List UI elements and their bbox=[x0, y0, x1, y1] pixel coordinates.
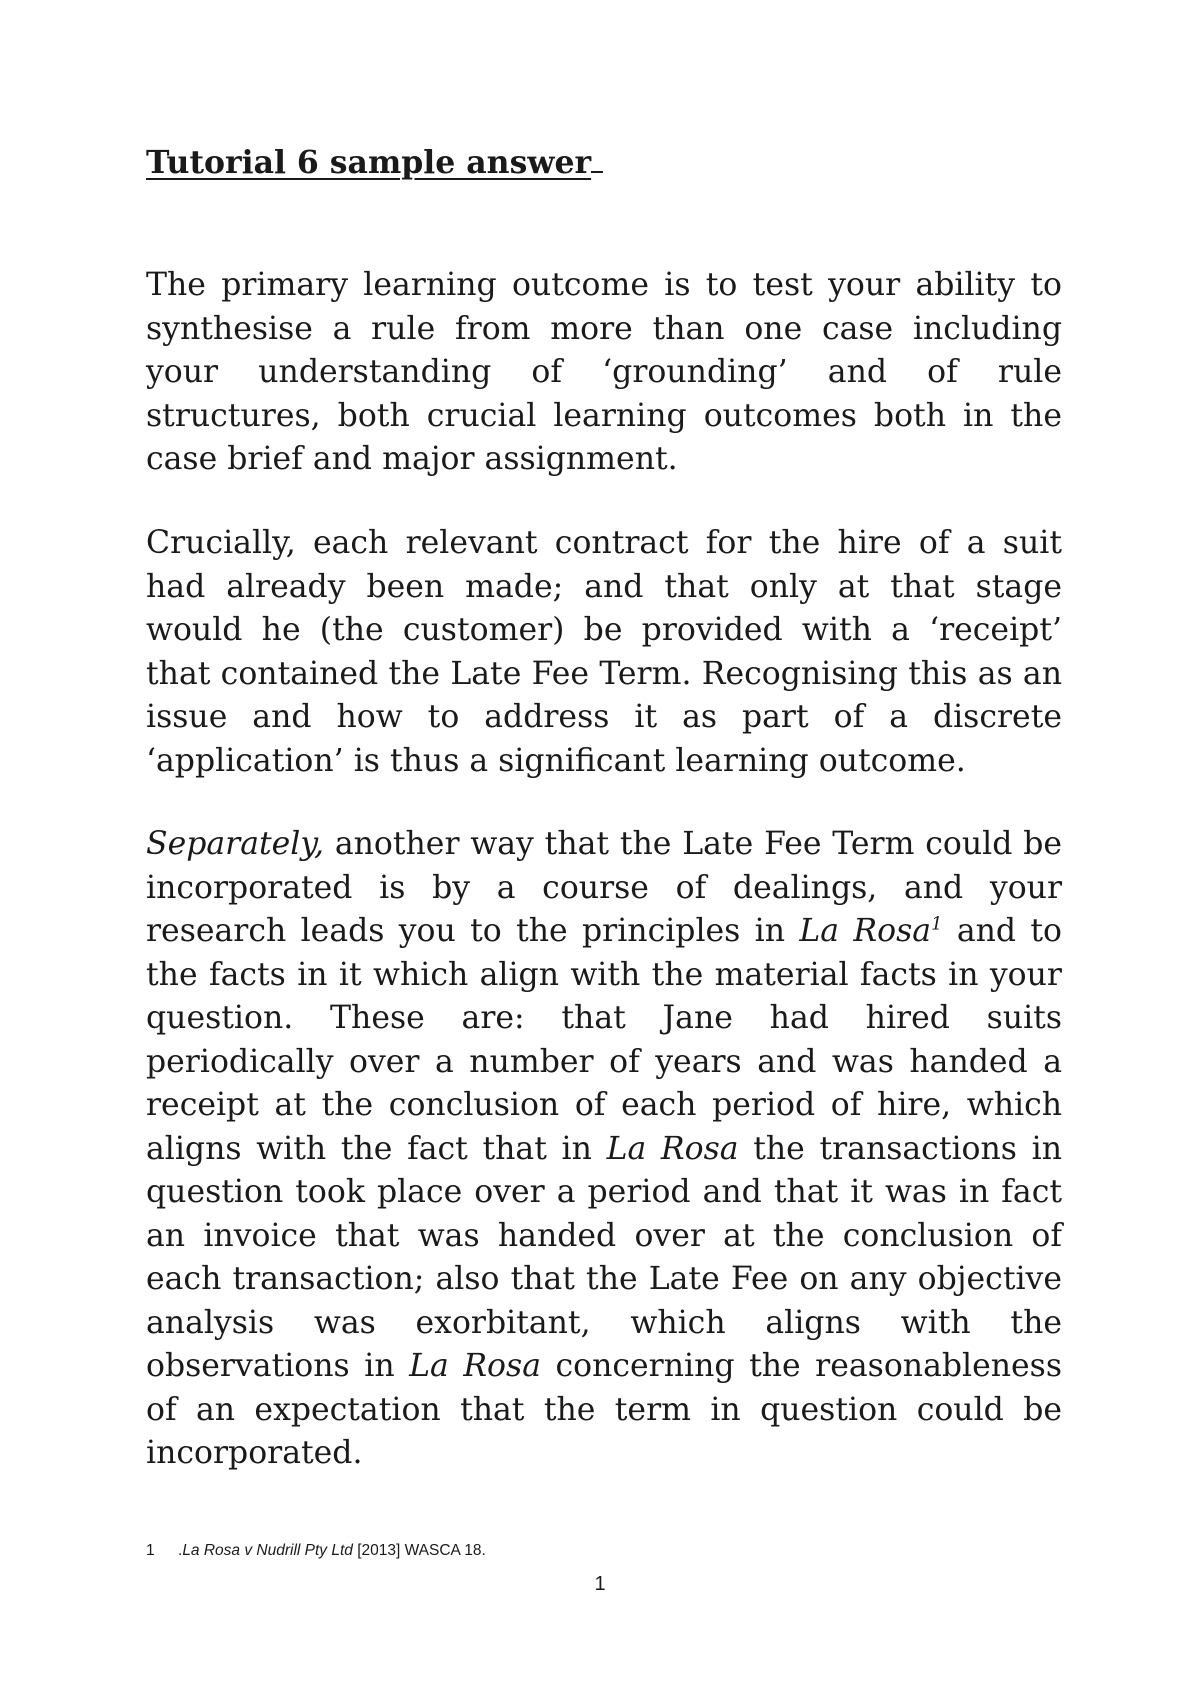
footnote-number: 1 bbox=[146, 1542, 155, 1559]
footnote-reference[interactable]: 1 bbox=[931, 913, 943, 935]
paragraph-contract-timing: Crucially, each relevant contract for the hire of a suit had already been made; and that only at that stage would he (the customer) be provided with a ‘receipt’ that contained the Late Fee Term. Recognising this as an issue and how to address it as part of a discrete ‘application’ is thus a significant learning outcome. bbox=[146, 525, 1062, 779]
paragraph-text: the transactions in question took place over a period and that it was in fact an invoice that was handed over at the conclusion of each transaction; also that the Late Fee on any objective analysis was exorbitant, which aligns with the observations in bbox=[146, 1130, 1062, 1384]
page-number: 1 bbox=[594, 1573, 606, 1595]
document-title bbox=[146, 141, 603, 185]
italic-separately: Separately, bbox=[146, 826, 325, 862]
footnote-prefix: . bbox=[178, 1542, 183, 1559]
case-name-la-rosa: La Rosa bbox=[799, 913, 932, 949]
document-title-text: Tutorial 6 sample answer bbox=[146, 144, 592, 181]
paragraph-course-of-dealings bbox=[146, 823, 1062, 1476]
paragraph-text: and to the facts in it which align with the material facts in your question. These are: that Jane had hired suits periodically over a number of years and was handed a receipt at the conclusion of each period of hire, which aligns with the fact that in bbox=[146, 913, 1062, 1167]
footnote-case-name: La Rosa v Nudrill Pty Ltd bbox=[182, 1542, 353, 1559]
paragraph-text: concerning the reasonableness of an expectation that the term in question could be incorporated. bbox=[146, 1348, 1062, 1471]
paragraph-learning-outcome: The primary learning outcome is to test your ability to synthesise a rule from more than one case including your understanding of ‘grounding’ and of rule structures, both crucial learning outcomes both in the case brief and major assignment. bbox=[146, 267, 1062, 477]
paragraph-text: another way that the Late Fee Term could be incorporated is by a course of dealings, and your research leads you to the principles in bbox=[146, 826, 1062, 949]
footnote bbox=[146, 1541, 486, 1561]
case-name-la-rosa: La Rosa bbox=[409, 1348, 541, 1384]
case-name-la-rosa: La Rosa bbox=[606, 1130, 739, 1167]
title-underline-trail bbox=[591, 141, 603, 173]
footnote-citation: [2013] WASCA 18. bbox=[352, 1542, 486, 1559]
